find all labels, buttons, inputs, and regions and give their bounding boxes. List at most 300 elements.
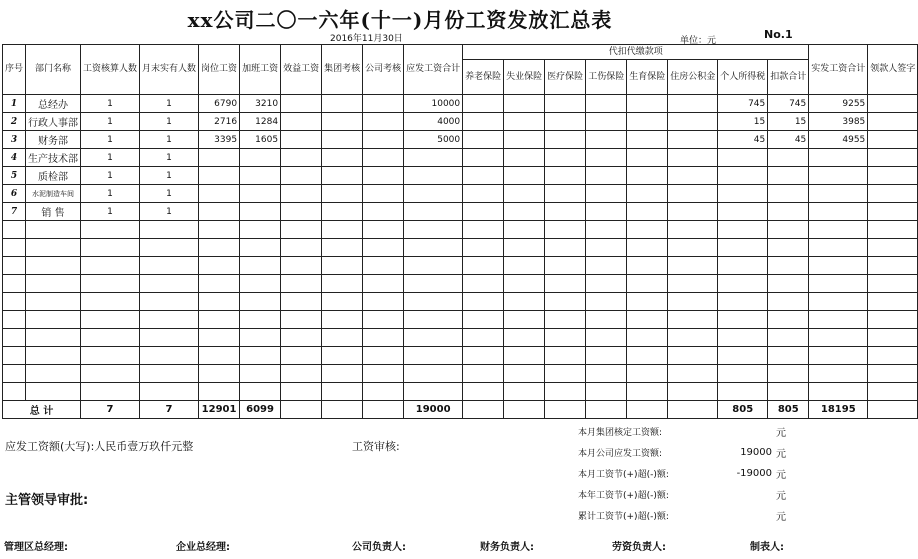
total-actual: 7	[140, 401, 199, 419]
cell-empty	[545, 347, 586, 365]
cell-empty	[363, 239, 404, 257]
cell-deduct	[768, 185, 809, 203]
cell-empty	[868, 311, 918, 329]
cell-tax	[718, 203, 768, 221]
table-row	[3, 203, 918, 221]
cell-calc: 1	[81, 203, 140, 221]
table-row	[3, 149, 918, 167]
table-row-blank	[3, 221, 918, 239]
cell-injury	[586, 113, 627, 131]
cell-pension	[463, 167, 504, 185]
cell-sign	[868, 167, 918, 185]
cell-empty	[627, 329, 668, 347]
table-row-blank	[3, 239, 918, 257]
cell-empty	[240, 383, 281, 401]
cell-seq: 5	[3, 167, 26, 185]
signature-label: 制表人:	[750, 542, 784, 553]
cell-empty	[322, 239, 363, 257]
cell-empty	[504, 239, 545, 257]
cell-empty	[504, 275, 545, 293]
summary-value	[702, 505, 772, 526]
cell-medical	[545, 131, 586, 149]
cell-empty	[718, 365, 768, 383]
cell-unemp	[504, 167, 545, 185]
cell-medical	[545, 167, 586, 185]
amount-in-words: 应发工资额(大写):人民币壹万玖仟元整	[5, 440, 194, 453]
cell-empty	[545, 257, 586, 275]
cell-empty	[26, 329, 81, 347]
summary-unit: 元	[776, 512, 786, 523]
cell-empty	[627, 257, 668, 275]
cell-tax	[718, 185, 768, 203]
cell-empty	[281, 293, 322, 311]
cell-empty	[81, 329, 140, 347]
cell-pension	[463, 95, 504, 113]
cell-net	[809, 149, 868, 167]
cell-maternity	[627, 131, 668, 149]
col-header-unemployment: 失业保险	[504, 60, 545, 95]
cell-medical	[545, 113, 586, 131]
col-header-benefit: 效益工资	[281, 45, 322, 95]
total-group	[322, 401, 363, 419]
cell-empty	[322, 365, 363, 383]
cell-empty	[718, 347, 768, 365]
cell-empty	[668, 347, 718, 365]
total-pension	[463, 401, 504, 419]
cell-empty	[140, 275, 199, 293]
col-header-maternity: 生育保险	[627, 60, 668, 95]
cell-empty	[281, 347, 322, 365]
cell-group	[322, 131, 363, 149]
summary-label: 本年工资节(+)超(-)额:	[578, 491, 669, 501]
cell-empty	[545, 383, 586, 401]
cell-empty	[3, 221, 26, 239]
cell-deduct: 745	[768, 95, 809, 113]
summary-label: 本月集团核定工资额:	[578, 428, 663, 438]
cell-empty	[868, 347, 918, 365]
cell-empty	[504, 293, 545, 311]
cell-seq: 6	[3, 185, 26, 203]
table-row-blank	[3, 293, 918, 311]
cell-empty	[504, 311, 545, 329]
table-row	[3, 95, 918, 113]
cell-pension	[463, 113, 504, 131]
cell-dept: 水泥制造车间	[26, 185, 81, 203]
cell-maternity	[627, 167, 668, 185]
cell-empty	[140, 257, 199, 275]
col-header-medical: 医疗保险	[545, 60, 586, 95]
cell-post	[199, 203, 240, 221]
cell-empty	[718, 221, 768, 239]
cell-empty	[3, 383, 26, 401]
cell-empty	[3, 257, 26, 275]
cell-empty	[281, 239, 322, 257]
cell-empty	[281, 257, 322, 275]
cell-empty	[281, 365, 322, 383]
table-row-blank	[3, 365, 918, 383]
cell-unemp	[504, 113, 545, 131]
cell-empty	[363, 347, 404, 365]
table-row	[3, 167, 918, 185]
cell-empty	[668, 293, 718, 311]
cell-empty	[363, 365, 404, 383]
summary-unit: 元	[776, 428, 786, 439]
cell-maternity	[627, 149, 668, 167]
cell-calc: 1	[81, 185, 140, 203]
cell-empty	[322, 383, 363, 401]
cell-housing	[668, 149, 718, 167]
cell-deduct	[768, 203, 809, 221]
cell-post	[199, 167, 240, 185]
cell-company	[363, 95, 404, 113]
summary-value	[702, 421, 772, 442]
cell-empty	[768, 347, 809, 365]
cell-empty	[81, 221, 140, 239]
cell-medical	[545, 149, 586, 167]
cell-empty	[463, 221, 504, 239]
cell-empty	[718, 293, 768, 311]
cell-empty	[199, 347, 240, 365]
cell-dept: 销 售	[26, 203, 81, 221]
cell-payable: 4000	[404, 113, 463, 131]
cell-empty	[809, 365, 868, 383]
cell-unemp	[504, 131, 545, 149]
cell-empty	[668, 275, 718, 293]
cell-net	[809, 203, 868, 221]
cell-housing	[668, 95, 718, 113]
cell-overtime: 1605	[240, 131, 281, 149]
cell-company	[363, 167, 404, 185]
cell-empty	[668, 311, 718, 329]
cell-empty	[586, 257, 627, 275]
total-maternity	[627, 401, 668, 419]
cell-empty	[627, 347, 668, 365]
col-header-pension: 养老保险	[463, 60, 504, 95]
cell-empty	[199, 383, 240, 401]
cell-empty	[586, 329, 627, 347]
cell-empty	[586, 239, 627, 257]
table-row	[3, 185, 918, 203]
cell-empty	[140, 329, 199, 347]
cell-empty	[140, 221, 199, 239]
cell-sign	[868, 113, 918, 131]
cell-actual: 1	[140, 95, 199, 113]
cell-empty	[140, 383, 199, 401]
cell-overtime	[240, 185, 281, 203]
cell-actual: 1	[140, 167, 199, 185]
cell-empty	[140, 365, 199, 383]
cell-payable	[404, 149, 463, 167]
summary-value: 19000	[740, 447, 772, 458]
total-row	[3, 401, 918, 419]
cell-empty	[504, 347, 545, 365]
cell-group	[322, 149, 363, 167]
cell-empty	[404, 239, 463, 257]
payroll-table	[2, 44, 918, 419]
cell-group	[322, 203, 363, 221]
cell-empty	[199, 257, 240, 275]
cell-empty	[545, 275, 586, 293]
cell-empty	[463, 293, 504, 311]
cell-empty	[586, 365, 627, 383]
col-header-actual-count: 月末实有人数	[140, 45, 199, 95]
cell-empty	[199, 365, 240, 383]
summary-value: -19000	[736, 468, 772, 479]
cell-empty	[199, 311, 240, 329]
cell-empty	[3, 365, 26, 383]
cell-benefit	[281, 113, 322, 131]
cell-sign	[868, 149, 918, 167]
cell-empty	[81, 383, 140, 401]
cell-empty	[868, 329, 918, 347]
total-injury	[586, 401, 627, 419]
summary-row	[566, 442, 800, 463]
cell-empty	[3, 293, 26, 311]
cell-empty	[26, 221, 81, 239]
summary-row	[566, 463, 800, 484]
col-header-deductions: 代扣代缴款项	[463, 45, 809, 60]
cell-empty	[199, 293, 240, 311]
table-row	[3, 131, 918, 149]
cell-empty	[463, 239, 504, 257]
cell-empty	[868, 257, 918, 275]
cell-net: 4955	[809, 131, 868, 149]
cell-injury	[586, 203, 627, 221]
total-post: 12901	[199, 401, 240, 419]
table-row-blank	[3, 347, 918, 365]
cell-empty	[463, 383, 504, 401]
total-calc: 7	[81, 401, 140, 419]
summary-unit: 元	[776, 470, 786, 481]
cell-empty	[140, 311, 199, 329]
cell-empty	[718, 383, 768, 401]
col-header-company-check: 公司考核	[363, 45, 404, 95]
cell-calc: 1	[81, 131, 140, 149]
cell-overtime	[240, 149, 281, 167]
cell-company	[363, 131, 404, 149]
table-row-blank	[3, 329, 918, 347]
document-number: No.1	[764, 28, 793, 41]
cell-housing	[668, 185, 718, 203]
cell-dept: 财务部	[26, 131, 81, 149]
cell-empty	[140, 239, 199, 257]
cell-group	[322, 185, 363, 203]
cell-empty	[463, 347, 504, 365]
cell-empty	[463, 275, 504, 293]
cell-empty	[240, 221, 281, 239]
cell-empty	[545, 311, 586, 329]
cell-actual: 1	[140, 131, 199, 149]
cell-empty	[768, 239, 809, 257]
cell-empty	[718, 311, 768, 329]
cell-company	[363, 203, 404, 221]
table-row-blank	[3, 311, 918, 329]
cell-maternity	[627, 95, 668, 113]
cell-calc: 1	[81, 149, 140, 167]
col-header-injury: 工伤保险	[586, 60, 627, 95]
cell-empty	[668, 365, 718, 383]
cell-benefit	[281, 203, 322, 221]
cell-empty	[322, 293, 363, 311]
cell-empty	[281, 275, 322, 293]
cell-empty	[586, 347, 627, 365]
cell-calc: 1	[81, 113, 140, 131]
cell-empty	[545, 365, 586, 383]
cell-benefit	[281, 167, 322, 185]
cell-empty	[140, 347, 199, 365]
cell-empty	[627, 275, 668, 293]
cell-empty	[363, 275, 404, 293]
cell-actual: 1	[140, 113, 199, 131]
cell-empty	[199, 221, 240, 239]
cell-pension	[463, 149, 504, 167]
cell-injury	[586, 131, 627, 149]
cell-dept: 总经办	[26, 95, 81, 113]
cell-empty	[545, 293, 586, 311]
cell-empty	[768, 275, 809, 293]
cell-post: 2716	[199, 113, 240, 131]
cell-empty	[504, 221, 545, 239]
cell-empty	[668, 257, 718, 275]
cell-empty	[281, 221, 322, 239]
payroll-audit-label: 工资审核:	[352, 440, 400, 453]
cell-calc: 1	[81, 167, 140, 185]
table-row-blank	[3, 257, 918, 275]
total-sign	[868, 401, 918, 419]
cell-empty	[81, 257, 140, 275]
cell-empty	[281, 383, 322, 401]
cell-empty	[404, 311, 463, 329]
col-header-group-check: 集团考核	[322, 45, 363, 95]
total-medical	[545, 401, 586, 419]
cell-empty	[545, 221, 586, 239]
manager-approval-label: 主管领导审批:	[5, 493, 89, 508]
signature-label: 财务负责人:	[480, 542, 534, 553]
col-header-payable: 应发工资合计	[404, 45, 463, 95]
cell-tax: 45	[718, 131, 768, 149]
cell-payable: 10000	[404, 95, 463, 113]
cell-tax: 745	[718, 95, 768, 113]
cell-empty	[363, 293, 404, 311]
col-header-calc-count: 工资核算人数	[81, 45, 140, 95]
cell-empty	[668, 221, 718, 239]
cell-empty	[504, 365, 545, 383]
cell-net: 3985	[809, 113, 868, 131]
cell-empty	[322, 257, 363, 275]
cell-injury	[586, 167, 627, 185]
cell-empty	[768, 329, 809, 347]
cell-empty	[768, 221, 809, 239]
cell-empty	[668, 239, 718, 257]
cell-empty	[768, 311, 809, 329]
cell-empty	[404, 221, 463, 239]
signature-label: 公司负责人:	[352, 542, 406, 553]
cell-overtime: 1284	[240, 113, 281, 131]
cell-housing	[668, 113, 718, 131]
cell-empty	[322, 311, 363, 329]
cell-empty	[809, 383, 868, 401]
cell-group	[322, 167, 363, 185]
signature-label: 劳资负责人:	[612, 542, 666, 553]
cell-maternity	[627, 203, 668, 221]
cell-empty	[463, 365, 504, 383]
total-payable: 19000	[404, 401, 463, 419]
cell-empty	[504, 329, 545, 347]
cell-empty	[240, 347, 281, 365]
cell-empty	[768, 293, 809, 311]
cell-empty	[463, 257, 504, 275]
report-date: 2016年11月30日	[330, 34, 403, 44]
cell-empty	[718, 329, 768, 347]
cell-empty	[322, 275, 363, 293]
cell-actual: 1	[140, 203, 199, 221]
cell-empty	[26, 311, 81, 329]
cell-deduct: 45	[768, 131, 809, 149]
cell-empty	[322, 347, 363, 365]
cell-empty	[3, 311, 26, 329]
cell-payable	[404, 203, 463, 221]
cell-benefit	[281, 185, 322, 203]
cell-seq: 7	[3, 203, 26, 221]
cell-empty	[404, 257, 463, 275]
cell-sign	[868, 131, 918, 149]
cell-empty	[404, 365, 463, 383]
cell-empty	[627, 311, 668, 329]
total-unemp	[504, 401, 545, 419]
cell-housing	[668, 131, 718, 149]
total-label: 总 计	[3, 401, 81, 419]
cell-empty	[504, 257, 545, 275]
cell-empty	[463, 311, 504, 329]
signature-label: 管理区总经理:	[4, 542, 68, 553]
cell-empty	[26, 239, 81, 257]
cell-payable: 5000	[404, 131, 463, 149]
cell-sign	[868, 203, 918, 221]
cell-empty	[586, 275, 627, 293]
total-company	[363, 401, 404, 419]
cell-actual: 1	[140, 185, 199, 203]
cell-empty	[3, 275, 26, 293]
cell-pension	[463, 185, 504, 203]
cell-empty	[627, 221, 668, 239]
summary-unit: 元	[776, 449, 786, 460]
cell-benefit	[281, 95, 322, 113]
cell-net	[809, 167, 868, 185]
cell-empty	[81, 293, 140, 311]
cell-empty	[240, 239, 281, 257]
total-net: 18195	[809, 401, 868, 419]
cell-empty	[545, 239, 586, 257]
cell-medical	[545, 185, 586, 203]
cell-empty	[26, 347, 81, 365]
col-header-deduct-total: 扣款合计	[768, 60, 809, 95]
cell-empty	[586, 311, 627, 329]
cell-overtime	[240, 167, 281, 185]
cell-tax	[718, 149, 768, 167]
cell-empty	[768, 383, 809, 401]
cell-empty	[81, 239, 140, 257]
cell-company	[363, 185, 404, 203]
cell-deduct	[768, 149, 809, 167]
cell-empty	[363, 221, 404, 239]
total-tax: 805	[718, 401, 768, 419]
cell-empty	[868, 383, 918, 401]
cell-dept: 行政人事部	[26, 113, 81, 131]
cell-empty	[809, 329, 868, 347]
cell-medical	[545, 203, 586, 221]
cell-actual: 1	[140, 149, 199, 167]
cell-empty	[199, 275, 240, 293]
